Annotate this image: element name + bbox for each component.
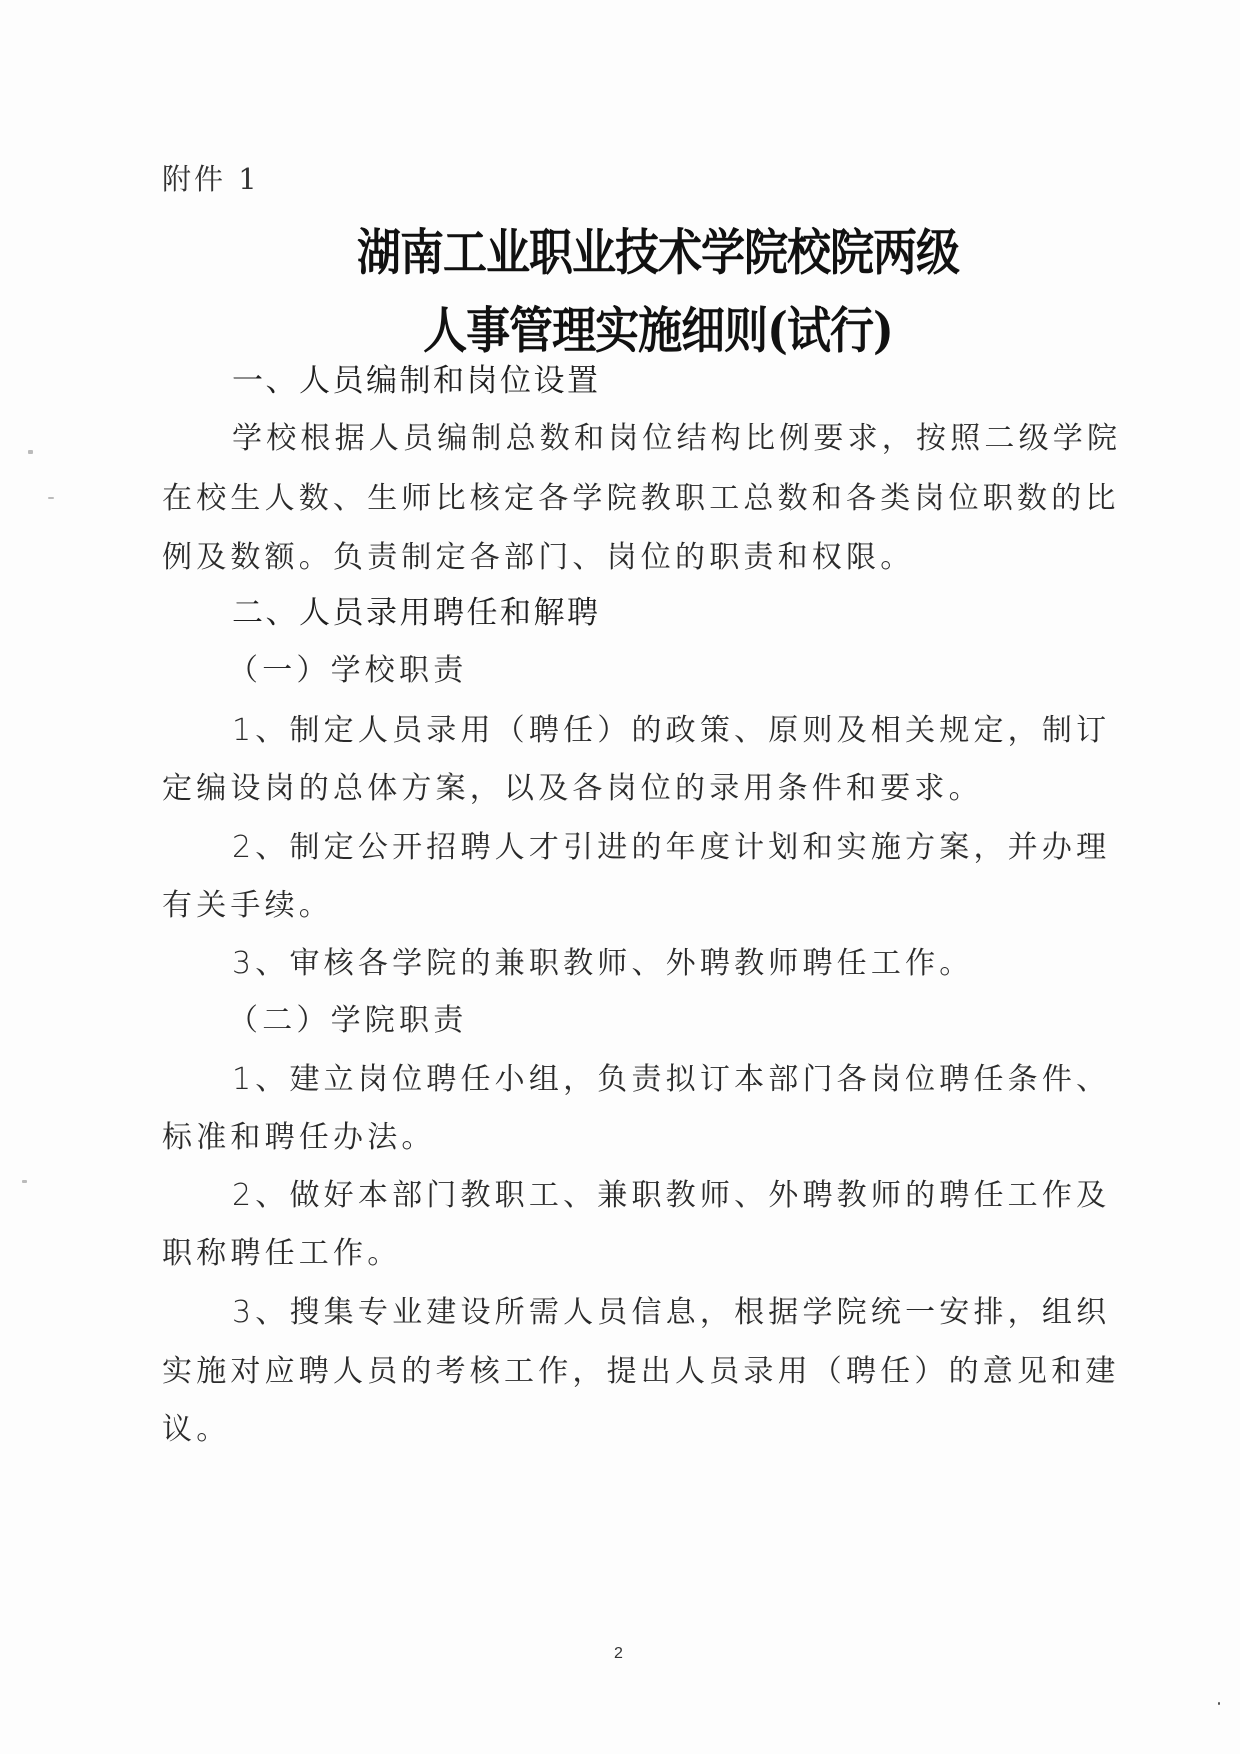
- scan-speck: [48, 497, 54, 499]
- attachment-label: 附件 1: [162, 162, 260, 196]
- subsection-heading-2: （二）学院职责: [228, 1003, 468, 1038]
- paragraph-line: 定编设岗的总体方案，以及各岗位的录用条件和要求。: [162, 771, 983, 806]
- paragraph-line: 职称聘任工作。: [162, 1236, 402, 1271]
- paragraph-line: 议。: [162, 1412, 231, 1447]
- paragraph-line: 学校根据人员编制总数和岗位结构比例要求，按照二级学院: [232, 421, 1122, 456]
- paragraph-line: 1、建立岗位聘任小组，负责拟订本部门各岗位聘任条件、: [232, 1062, 1111, 1097]
- paragraph-line: 标准和聘任办法。: [162, 1120, 436, 1155]
- document-title-line-1: 湖南工业职业技术学院校院两级: [357, 224, 959, 282]
- scan-speck: [1218, 1702, 1220, 1705]
- scan-speck: [28, 450, 33, 454]
- document-title-line-2: 人事管理实施细则(试行): [423, 302, 893, 360]
- page-number: 2: [614, 1645, 623, 1662]
- paragraph-line: 有关手续。: [162, 888, 333, 923]
- paragraph-line: 2、做好本部门教职工、兼职教师、外聘教师的聘任工作及: [232, 1178, 1111, 1213]
- paragraph-line: 1、制定人员录用（聘任）的政策、原则及相关规定，制订: [232, 713, 1111, 748]
- scan-speck: [22, 1180, 27, 1183]
- paragraph-line: 3、审核各学院的兼职教师、外聘教师聘任工作。: [232, 946, 974, 981]
- subsection-heading-1: （一）学校职责: [228, 653, 468, 688]
- section-heading-2: 二、人员录用聘任和解聘: [232, 595, 601, 631]
- section-heading-1: 一、人员编制和岗位设置: [232, 363, 601, 399]
- paragraph-line: 3、搜集专业建设所需人员信息，根据学院统一安排，组织: [232, 1295, 1111, 1330]
- paragraph-line: 例及数额。负责制定各部门、岗位的职责和权限。: [162, 540, 915, 575]
- paragraph-line: 2、制定公开招聘人才引进的年度计划和实施方案，并办理: [232, 830, 1111, 865]
- paragraph-line: 实施对应聘人员的考核工作，提出人员录用（聘任）的意见和建: [162, 1354, 1120, 1389]
- paragraph-line: 在校生人数、生师比核定各学院教职工总数和各类岗位职数的比: [162, 481, 1120, 516]
